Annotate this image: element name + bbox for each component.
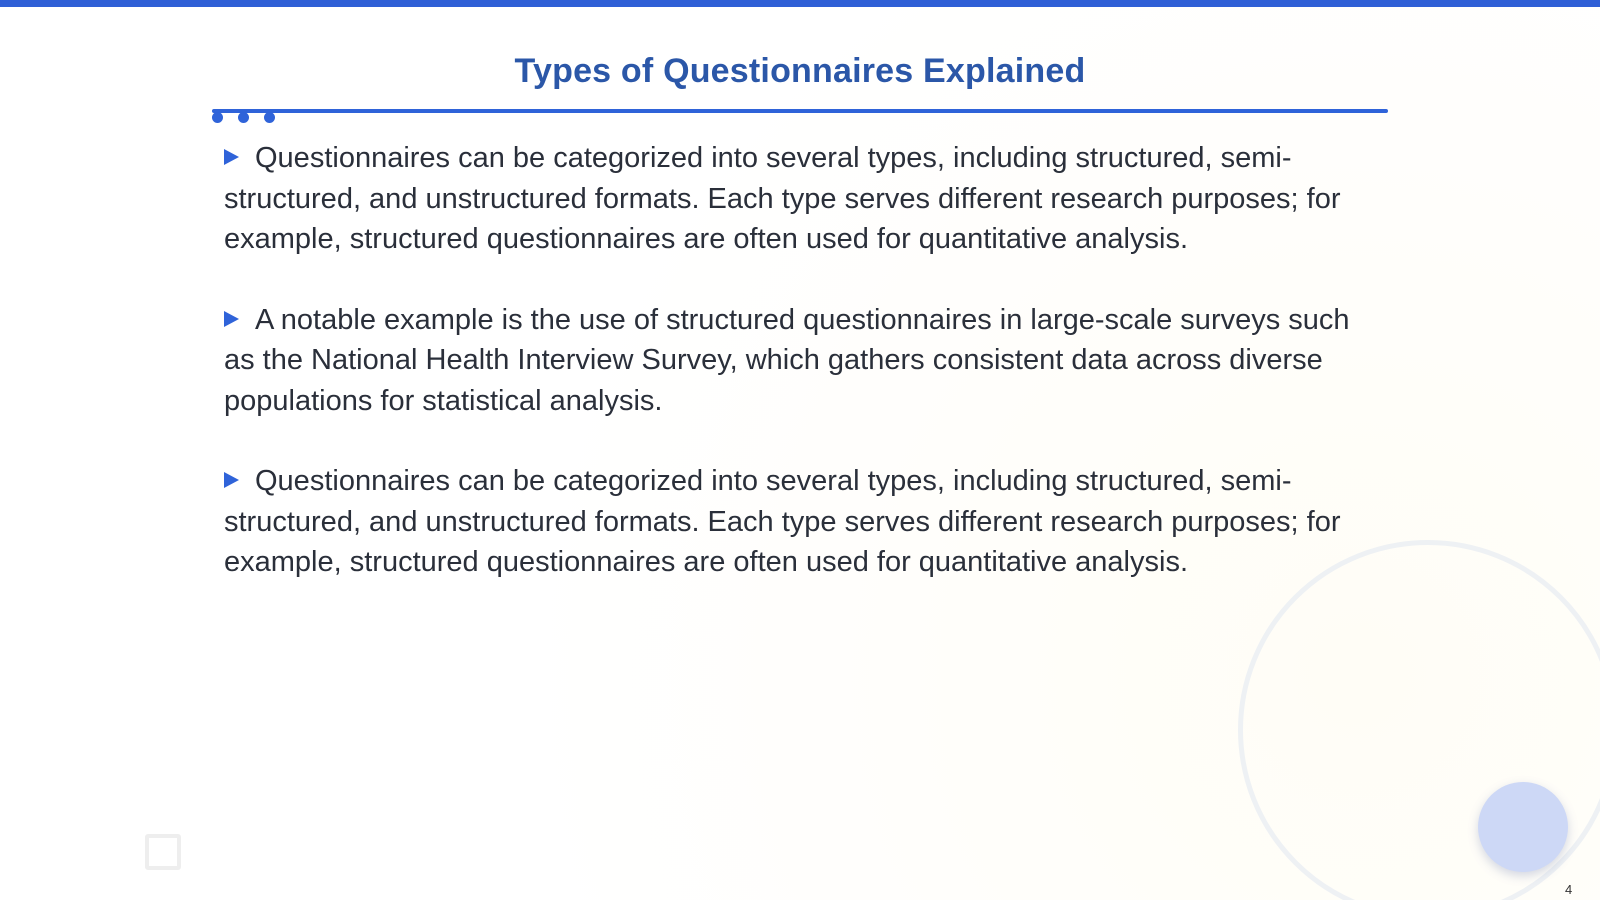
- decorative-square: [145, 834, 181, 870]
- bullet-item: [224, 461, 1374, 583]
- bullet-item: [224, 300, 1374, 422]
- bullet-text: Questionnaires can be categorized into several types, including structured, semi-structured, and unstructured formats. Each type serves different research purposes; for example, structured questionnaires are often used for quantitative analysis.: [224, 465, 1341, 578]
- triangle-right-icon: [224, 311, 239, 327]
- bullet-text: A notable example is the use of structured questionnaires in large-scale surveys such as the National Health Interview Survey, which gathers consistent data across diverse populations for statistical analysis.: [224, 303, 1350, 417]
- bullet-item: [224, 138, 1374, 260]
- bullet-list: [224, 138, 1374, 623]
- decorative-disc: [1478, 782, 1568, 872]
- decorative-dot: [212, 112, 223, 123]
- bullet-text: Questionnaires can be categorized into several types, including structured, semi-structured, and unstructured formats. Each type serves different research purposes; for example, structured questionnaires are often used for quantitative analysis.: [224, 142, 1341, 255]
- triangle-right-icon: [224, 149, 239, 165]
- triangle-right-icon: [224, 472, 239, 488]
- title-underline: [212, 109, 1388, 113]
- slide-title: Types of Questionnaires Explained: [514, 52, 1086, 90]
- page-number: 4: [1565, 882, 1573, 897]
- top-accent-bar: [0, 0, 1600, 7]
- decorative-dot: [264, 112, 275, 123]
- decorative-dot: [238, 112, 249, 123]
